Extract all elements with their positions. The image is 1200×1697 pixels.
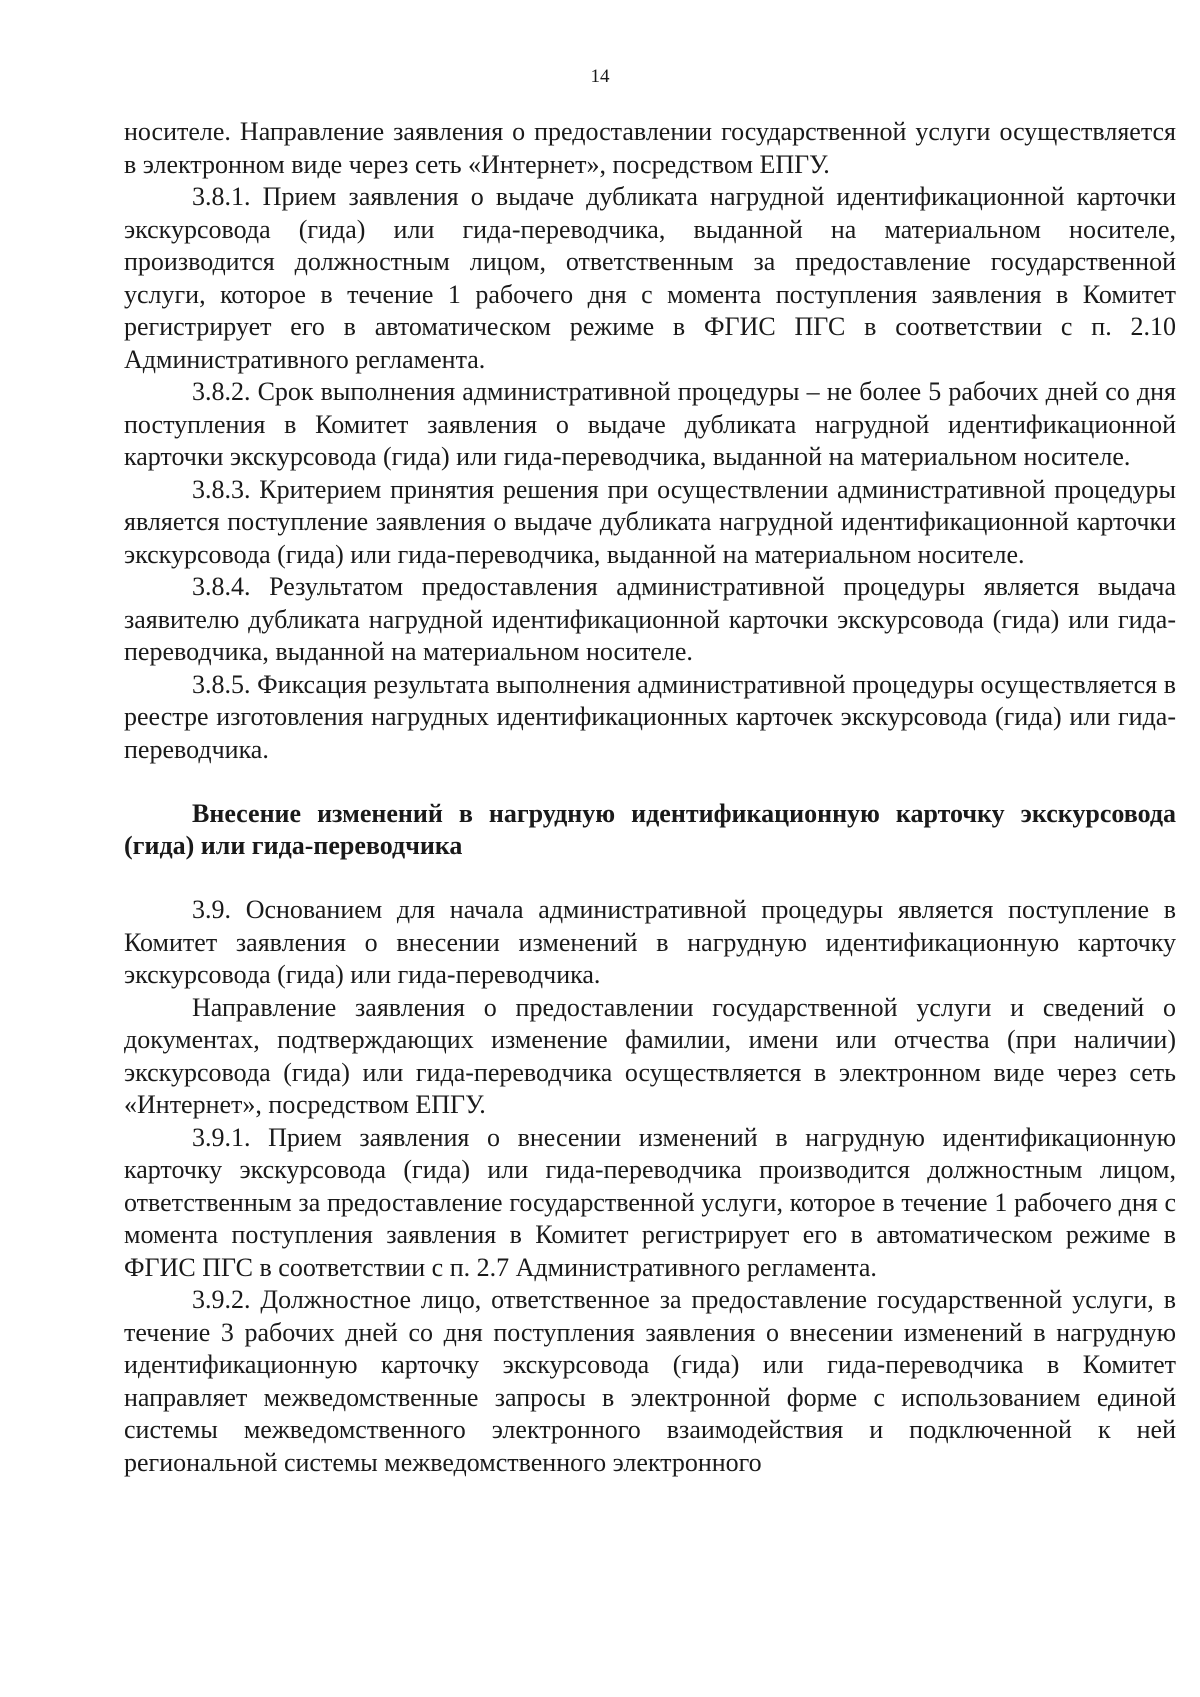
section-heading: Внесение изменений в нагрудную идентификационную карточку экскурсовода (гида) или гида-переводчика: [124, 799, 1176, 860]
paragraph-application-submission: Направление заявления о предоставлении государственной услуги и сведений о документах, подтверждающих изменение фамилии, имени или отчества (при наличии) экскурсовода (гида) или гида-переводчика осуществляется в электронном виде через сеть «Интернет», посредством ЕПГУ.: [124, 992, 1176, 1119]
paragraph-continuation: носителе. Направление заявления о предоставлении государственной услуги осуществляется в электронном виде через сеть «Интернет», посредством ЕПГУ.: [124, 117, 1176, 179]
paragraph-3-8-4: 3.8.4. Результатом предоставления административной процедуры является выдача заявителю дубликата нагрудной идентификационной карточки экскурсовода (гида) или гида-переводчика, выданной на материальном носителе.: [124, 572, 1176, 666]
paragraph-3-8-1: 3.8.1. Прием заявления о выдаче дубликата нагрудной идентификационной карточки экскурсовода (гида) или гида-переводчика, выданной на материальном носителе, производится должностным лицом, ответственным за предоставление государственной услуги, которое в течение 1 рабочего дня с момента поступления заявления в Комитет регистрирует его в автоматическом режиме в ФГИС ПГС в соответствии с п. 2.10 Административного регламента.: [124, 182, 1176, 374]
paragraph-3-8-5: 3.8.5. Фиксация результата выполнения административной процедуры осуществляется в реестре изготовления нагрудных идентификационных карточек экскурсовода (гида) или гида-переводчика.: [124, 669, 1176, 764]
paragraph-3-8-2: 3.8.2. Срок выполнения административной процедуры – не более 5 рабочих дней со дня поступления в Комитет заявления о выдаче дубликата нагрудной идентификационной карточки экскурсовода (гида) или гида-переводчика, выданной на материальном носителе.: [124, 377, 1176, 471]
paragraph-3-9: 3.9. Основанием для начала административной процедуры является поступление в Комитет заявления о внесении изменений в нагрудную идентификационную карточку экскурсовода (гида) или гида-переводчика.: [124, 895, 1176, 989]
page-number: 14: [590, 66, 610, 87]
paragraph-3-8-3: 3.8.3. Критерием принятия решения при осуществлении административной процедуры является поступление заявления о выдаче дубликата нагрудной идентификационной карточки экскурсовода (гида) или гида-переводчика, выданной на материальном носителе.: [124, 474, 1176, 569]
document-body: [124, 116, 1176, 1479]
paragraph-3-9-2: 3.9.2. Должностное лицо, ответственное за предоставление государственной услуги, в течение 3 рабочих дней со дня поступления заявления о внесении изменений в нагрудную идентификационную карточку экскурсовода (гида) или гида-переводчика в Комитет направляет межведомственные запросы в электронной форме с использованием единой системы межведомственного электронного взаимодействия и подключенной к ней региональной системы межведомственного электронного: [124, 1285, 1176, 1477]
paragraph-3-9-1: 3.9.1. Прием заявления о внесении изменений в нагрудную идентификационную карточку экскурсовода (гида) или гида-переводчика производится должностным лицом, ответственным за предоставление государственной услуги, которое в течение 1 рабочего дня с момента поступления заявления в Комитет регистрирует его в автоматическом режиме в ФГИС ПГС в соответствии с п. 2.7 Административного регламента.: [124, 1122, 1176, 1282]
